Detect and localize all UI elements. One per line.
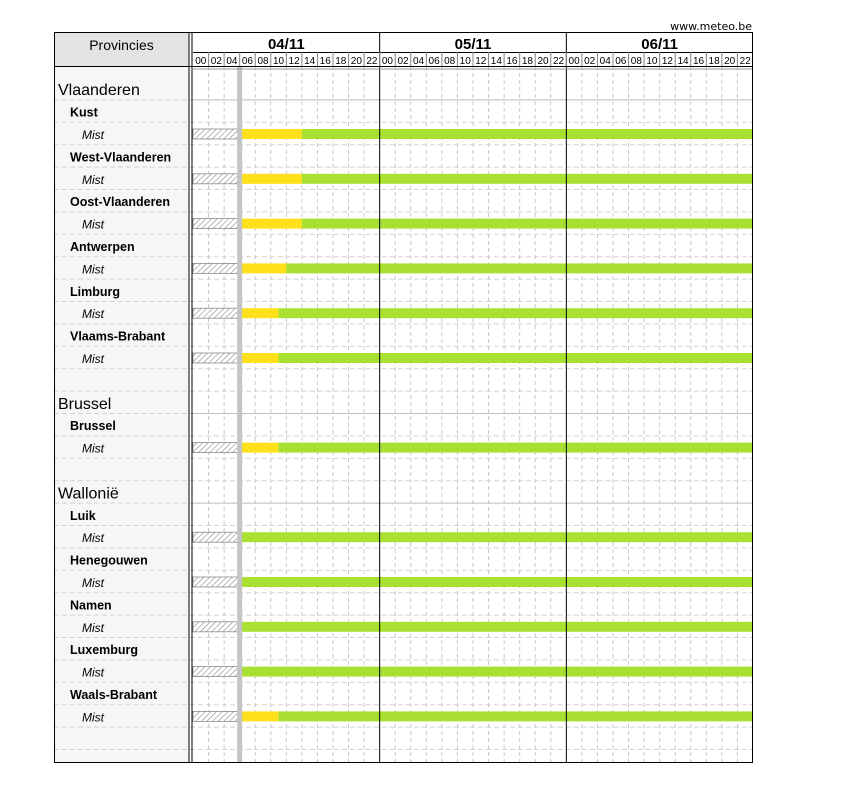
observed-bar — [193, 174, 240, 184]
hazard-label: Mist — [82, 665, 104, 680]
moderate-warning-bar — [240, 353, 279, 363]
hour-label: 10 — [646, 56, 658, 67]
hour-label: 02 — [210, 56, 222, 67]
hazard-label: Mist — [82, 307, 104, 322]
moderate-warning-bar — [240, 263, 287, 273]
hour-label: 22 — [552, 56, 565, 67]
region-label: Vlaanderen — [58, 82, 140, 100]
moderate-warning-bar — [240, 129, 302, 139]
hazard-label: Mist — [82, 262, 104, 277]
hazard-label: Mist — [82, 576, 104, 590]
moderate-warning-bar — [240, 174, 302, 184]
low-warning-bar — [240, 532, 753, 542]
hour-label: 20 — [724, 56, 736, 67]
low-warning-bar — [279, 443, 753, 453]
hazard-label: Mist — [82, 531, 104, 546]
low-warning-bar — [302, 174, 753, 184]
hour-label: 14 — [490, 56, 502, 67]
hazard-label: Mist — [82, 352, 104, 366]
source-link[interactable]: www.meteo.be — [670, 20, 752, 33]
hazard-label: Mist — [82, 620, 104, 635]
hour-label: 12 — [288, 56, 300, 67]
hazard-label: Mist — [82, 172, 104, 187]
moderate-warning-bar — [240, 308, 279, 318]
hour-label: 02 — [584, 56, 596, 67]
hour-label: 00 — [195, 56, 207, 67]
hour-label: 14 — [304, 56, 316, 67]
hour-label: 08 — [444, 56, 456, 67]
province-label: Limburg — [70, 284, 120, 299]
observed-bar — [193, 353, 240, 363]
hour-label: 00 — [381, 56, 394, 67]
day-label: 04/11 — [267, 36, 305, 53]
province-label: Luxemburg — [70, 643, 139, 658]
low-warning-bar — [240, 622, 753, 632]
hour-label: 18 — [708, 56, 720, 67]
hour-label: 04 — [226, 56, 238, 67]
province-label: Antwerpen — [70, 240, 135, 254]
province-label: Namen — [70, 598, 112, 613]
hour-label: 06 — [428, 56, 440, 67]
observed-bar — [193, 263, 240, 273]
province-label: Brussel — [70, 419, 116, 434]
low-warning-bar — [240, 667, 753, 677]
province-label: Kust — [70, 105, 98, 120]
province-label: Henegouwen — [70, 553, 148, 568]
region-label: Brussel — [58, 395, 112, 413]
current-time-line — [237, 67, 242, 763]
moderate-warning-bar — [240, 711, 279, 721]
hour-label: 14 — [677, 56, 689, 67]
observed-bar — [193, 622, 240, 632]
hour-label: 12 — [661, 56, 674, 67]
province-label: Vlaams-Brabant — [70, 329, 166, 344]
observed-bar — [193, 532, 240, 542]
hazard-label: Mist — [82, 710, 104, 725]
moderate-warning-bar — [240, 219, 302, 229]
low-warning-bar — [302, 219, 753, 229]
hour-label: 12 — [475, 56, 487, 67]
observed-bar — [193, 219, 240, 229]
hour-label: 00 — [568, 56, 580, 67]
observed-bar — [193, 577, 240, 587]
hour-label: 18 — [521, 56, 534, 67]
hour-label: 10 — [459, 56, 471, 67]
hazard-label: Mist — [82, 217, 104, 232]
low-warning-bar — [279, 353, 753, 363]
day-label: 06/11 — [641, 36, 679, 53]
province-label: Luik — [70, 508, 96, 523]
low-warning-bar — [302, 129, 753, 139]
hour-label: 06 — [615, 56, 627, 67]
hour-label: 16 — [319, 56, 331, 67]
observed-bar — [193, 443, 240, 453]
hour-label: 18 — [335, 56, 347, 67]
province-label: Oost-Vlaanderen — [70, 195, 171, 210]
region-label: Wallonië — [58, 485, 119, 503]
day-label: 05/11 — [454, 36, 492, 53]
low-warning-bar — [279, 308, 753, 318]
low-warning-bar — [240, 577, 753, 587]
hour-label: 08 — [630, 56, 642, 67]
observed-bar — [193, 711, 240, 721]
hour-label: 16 — [506, 56, 518, 67]
hour-label: 16 — [692, 56, 705, 67]
hour-label: 02 — [397, 56, 409, 67]
hour-label: 04 — [412, 56, 425, 67]
hour-label: 10 — [272, 56, 285, 67]
hour-label: 22 — [739, 56, 751, 67]
low-warning-bar — [279, 711, 753, 721]
observed-bar — [193, 667, 240, 677]
hour-label: 22 — [366, 56, 378, 67]
hour-label: 20 — [350, 56, 362, 67]
hour-label: 06 — [241, 56, 254, 67]
hazard-label: Mist — [82, 441, 104, 456]
hour-label: 20 — [537, 56, 549, 67]
province-label: Waals-Brabant — [70, 688, 158, 702]
observed-bar — [193, 308, 240, 318]
hazard-label: Mist — [82, 128, 104, 142]
observed-bar — [193, 129, 240, 139]
header-label: Provincies — [89, 37, 154, 53]
low-warning-bar — [286, 263, 753, 273]
moderate-warning-bar — [240, 443, 279, 453]
hour-label: 04 — [599, 56, 611, 67]
province-label: West-Vlaanderen — [70, 150, 172, 165]
hour-label: 08 — [257, 56, 269, 67]
